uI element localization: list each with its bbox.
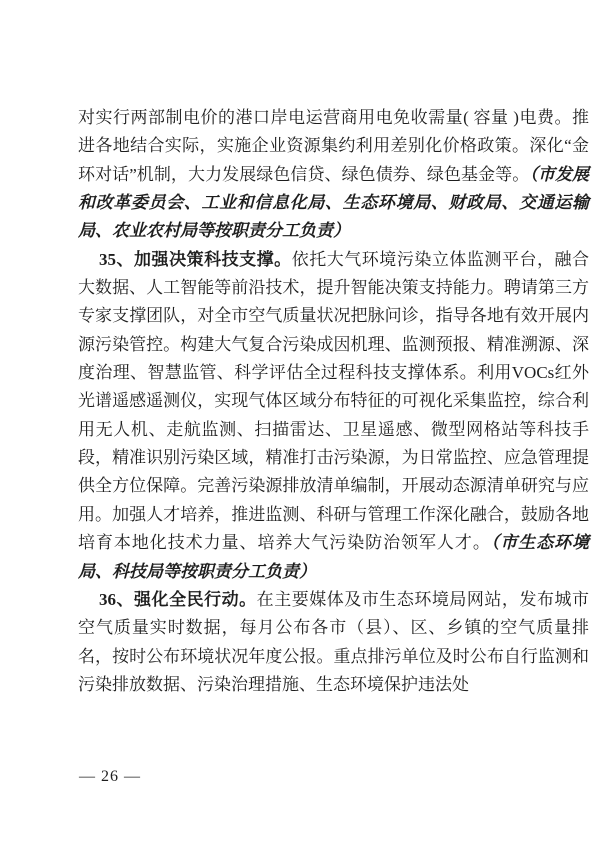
paragraph-continuation-text: 对实行两部制电价的港口岸电运营商用电免收需量( 容量 )电费。推进各地结合实际，实施企业资源集约利用差别化价格政策。深化“金环对话”机制，大力发展绿色信贷、绿色债券、绿色基金等。 bbox=[78, 108, 589, 184]
document-body bbox=[78, 104, 589, 699]
page-number: — 26 — bbox=[79, 768, 141, 785]
paragraph-item-36 bbox=[78, 586, 589, 699]
responsibility-attribution: （市生态环境局、科技局等按职责分工负责） bbox=[78, 533, 590, 581]
item-35-heading: 35、加强决策科技支撑。 bbox=[99, 249, 292, 269]
item-35-body-text: 依托大气环境污染立体监测平台，融合大数据、人工智能等前沿技术，提升智能决策支持能力。聘请第三方专家支撑团队，对全市空气质量状况把脉问诊，指导各地有效开展内源污染管控。构建大气复合污染成因机理、监测预报、精准溯源、深度治理、智慧监管、科学评估全过程科技支撑体系。利用VOCs红外光谱遥感遥测仪，实现气体区域分布特征的可视化采集监控，综合利用无人机、走航监测、扫描雷达、卫星遥感、微型网格站等科技手段，精准识别污染区域，精准打击污染源，为日常监控、应急管理提供全方位保障。完善污染源排放清单编制，开展动态源清单研究与应用。加强人才培养，推进监测、科研与管理工作深化融合，鼓励各地培育本地化技术力量、培养大气污染防治领军人才。 bbox=[78, 249, 590, 553]
item-36-body-text: 在主要媒体及市生态环境局网站，发布城市空气质量实时数据，每月公布各市（县）、区、乡镇的空气质量排名，按时公布环境状况年度公报。重点排污单位及时公布自行监测和污染排放数据、污染治理措施、生态环境保护违法处 bbox=[78, 589, 590, 694]
responsibility-attribution: （市发展和改革委员会、工业和信息化局、生态环境局、财政局、交通运输局、农业农村局等按职责分工负责） bbox=[78, 164, 590, 241]
paragraph-item-35 bbox=[78, 246, 589, 586]
paragraph-continuation bbox=[78, 104, 589, 246]
item-36-heading: 36、强化全民行动。 bbox=[99, 589, 257, 609]
